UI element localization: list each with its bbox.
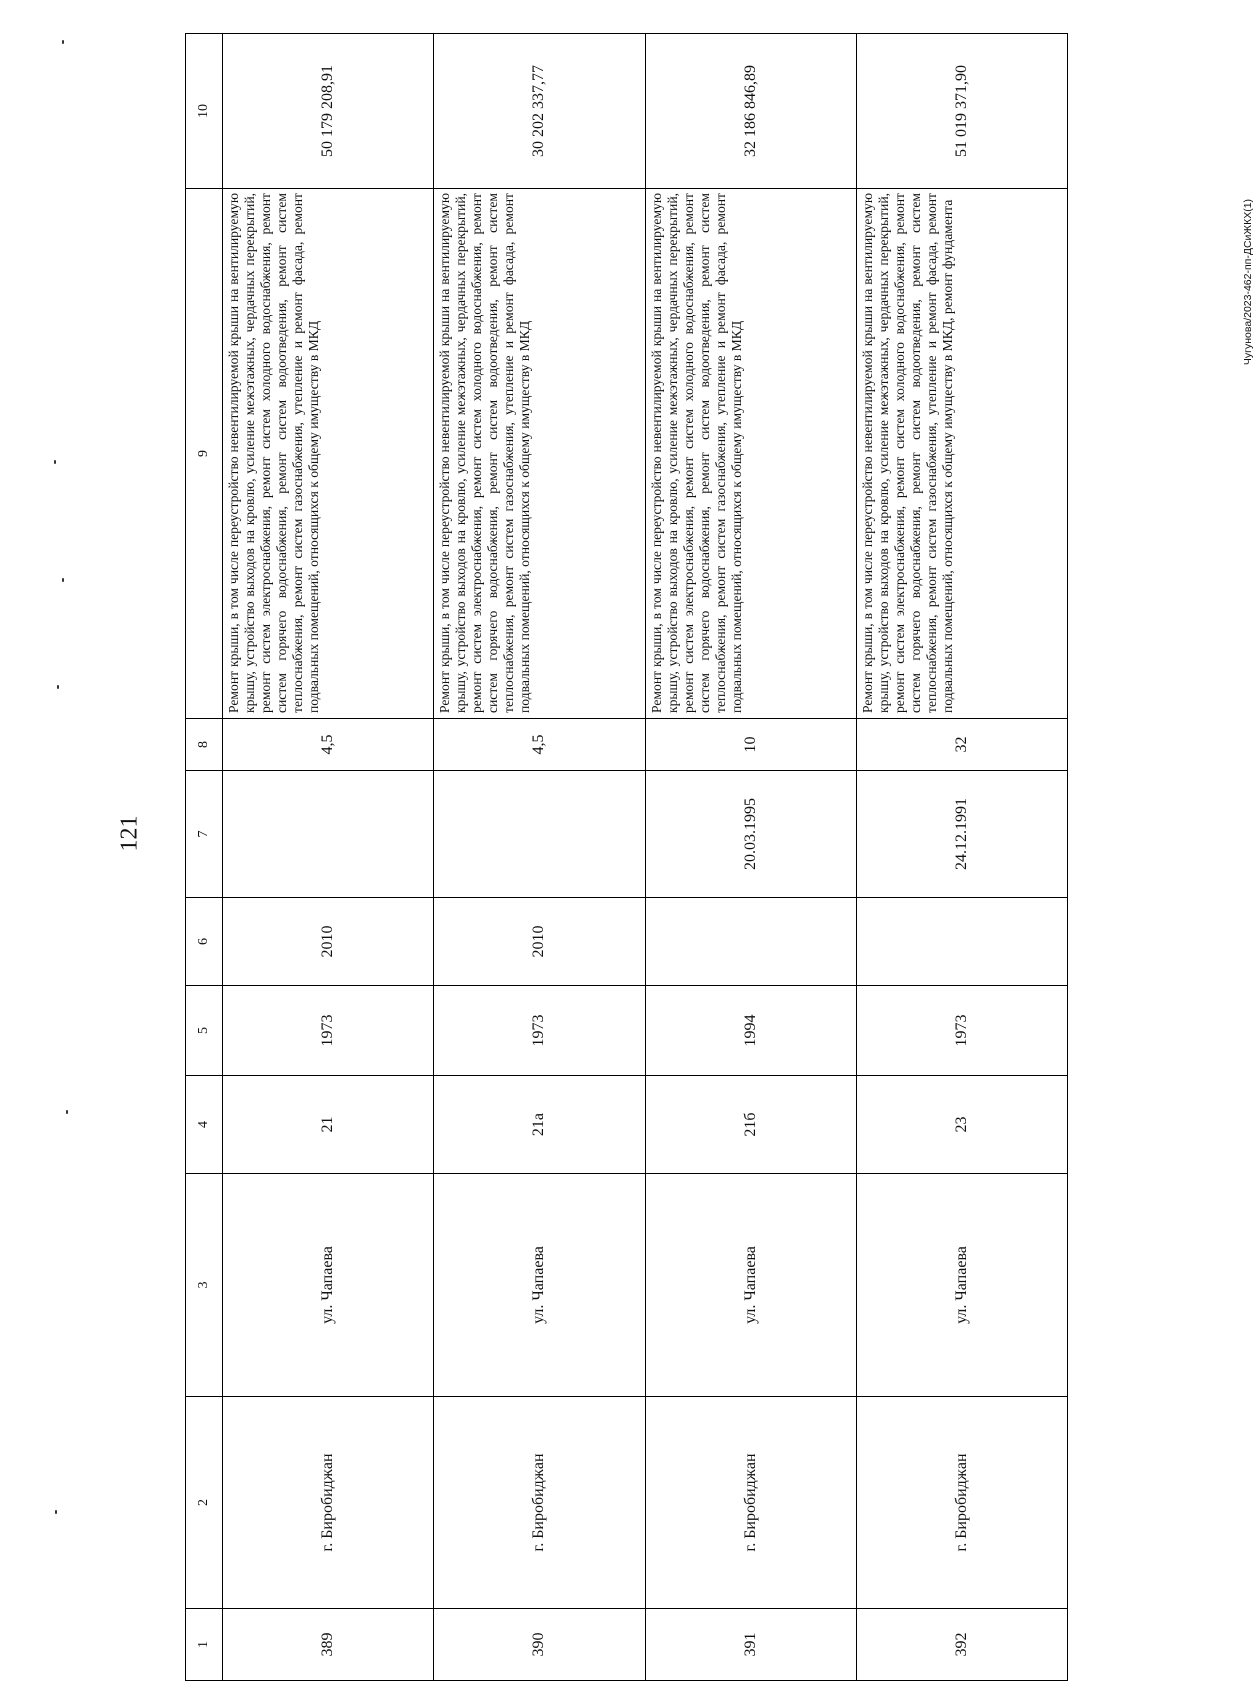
document-code: Чугунова/2023-462-пп-ДСиЖКХ(1): [1242, 198, 1254, 366]
column-number: 8: [186, 719, 223, 771]
year-built-cell: 1973: [856, 986, 1067, 1076]
date-cell: 20.03.1995: [645, 771, 856, 898]
register-table: [185, 33, 1068, 1681]
column-number: 2: [186, 1397, 223, 1609]
column-number: 9: [186, 189, 223, 719]
city-cell: г. Биробиджан: [223, 1397, 434, 1609]
page-number: 121: [116, 815, 143, 852]
cost-cell: 50 179 208,91: [223, 34, 434, 189]
works-cell: Ремонт крыши, в том числе переустройство невентилируемой крыши на вентилируемую крышу, устройство выходов на кровлю, усиление межэтажных, чердачных перекрытий, ремонт систем электроснабжения, ремонт систем холодного водоснабжения, ремонт систем горячего водоснабжения, ремонт систем водоотведения, ремонт систем теплоснабжения, ремонт систем газоснабжения, утепление и ремонт фасада, ремонт подвальных помещений, относящихся к общему имуществу в МКД: [434, 189, 645, 719]
city-cell: г. Биробиджан: [434, 1397, 645, 1609]
street-cell: ул. Чапаева: [434, 1174, 645, 1397]
column-number: 6: [186, 898, 223, 986]
date-cell: [434, 771, 645, 898]
scan-speck: [62, 40, 64, 44]
cost-cell: 51 019 371,90: [856, 34, 1067, 189]
column-number: 3: [186, 1174, 223, 1397]
year-built-cell: 1973: [223, 986, 434, 1076]
street-cell: ул. Чапаева: [856, 1174, 1067, 1397]
register-table-container: [185, 34, 1068, 1681]
column-number: 1: [186, 1609, 223, 1681]
year-built-cell: 1994: [645, 986, 856, 1076]
date-cell: 24.12.1991: [856, 771, 1067, 898]
year-repair-cell: 2010: [223, 898, 434, 986]
table-row: [645, 34, 856, 1681]
value-cell: 4,5: [434, 719, 645, 771]
table-row: [223, 34, 434, 1681]
cost-cell: 30 202 337,77: [434, 34, 645, 189]
value-cell: 4,5: [223, 719, 434, 771]
row-number: 391: [645, 1609, 856, 1681]
table-row: [856, 34, 1067, 1681]
city-cell: г. Биробиджан: [856, 1397, 1067, 1609]
works-cell: Ремонт крыши, в том числе переустройство невентилируемой крыши на вентилируемую крышу, устройство выходов на кровлю, усиление межэтажных, чердачных перекрытий, ремонт систем электроснабжения, ремонт систем холодного водоснабжения, ремонт систем горячего водоснабжения, ремонт систем водоотведения, ремонт систем теплоснабжения, ремонт систем газоснабжения, утепление и ремонт фасада, ремонт подвальных помещений, относящихся к общему имуществу в МКД, ремонт фундамента: [856, 189, 1067, 719]
table-row: [434, 34, 645, 1681]
row-number: 389: [223, 1609, 434, 1681]
scan-speck: [57, 685, 59, 689]
column-number: 4: [186, 1076, 223, 1174]
row-number: 392: [856, 1609, 1067, 1681]
street-cell: ул. Чапаева: [645, 1174, 856, 1397]
year-repair-cell: [856, 898, 1067, 986]
column-number: 5: [186, 986, 223, 1076]
scan-speck: [62, 578, 64, 582]
cost-cell: 32 186 846,89: [645, 34, 856, 189]
house-cell: 23: [856, 1076, 1067, 1174]
value-cell: 10: [645, 719, 856, 771]
column-number: 7: [186, 771, 223, 898]
year-built-cell: 1973: [434, 986, 645, 1076]
scan-speck: [66, 1110, 68, 1114]
scan-speck: [55, 1510, 57, 1514]
house-cell: 21б: [645, 1076, 856, 1174]
year-repair-cell: 2010: [434, 898, 645, 986]
date-cell: [223, 771, 434, 898]
value-cell: 32: [856, 719, 1067, 771]
street-cell: ул. Чапаева: [223, 1174, 434, 1397]
works-cell: Ремонт крыши, в том числе переустройство невентилируемой крыши на вентилируемую крышу, устройство выходов на кровлю, усиление межэтажных, чердачных перекрытий, ремонт систем электроснабжения, ремонт систем холодного водоснабжения, ремонт систем горячего водоснабжения, ремонт систем водоотведения, ремонт систем теплоснабжения, ремонт систем газоснабжения, утепление и ремонт фасада, ремонт подвальных помещений, относящихся к общему имуществу в МКД: [645, 189, 856, 719]
scan-speck: [54, 460, 56, 464]
house-cell: 21: [223, 1076, 434, 1174]
column-number-row: [186, 34, 223, 1681]
house-cell: 21а: [434, 1076, 645, 1174]
column-number: 10: [186, 34, 223, 189]
year-repair-cell: [645, 898, 856, 986]
row-number: 390: [434, 1609, 645, 1681]
works-cell: Ремонт крыши, в том числе переустройство невентилируемой крыши на вентилируемую крышу, устройство выходов на кровлю, усиление межэтажных, чердачных перекрытий, ремонт систем электроснабжения, ремонт систем холодного водоснабжения, ремонт систем горячего водоснабжения, ремонт систем водоотведения, ремонт систем теплоснабжения, ремонт систем газоснабжения, утепление и ремонт фасада, ремонт подвальных помещений, относящихся к общему имуществу в МКД: [223, 189, 434, 719]
city-cell: г. Биробиджан: [645, 1397, 856, 1609]
